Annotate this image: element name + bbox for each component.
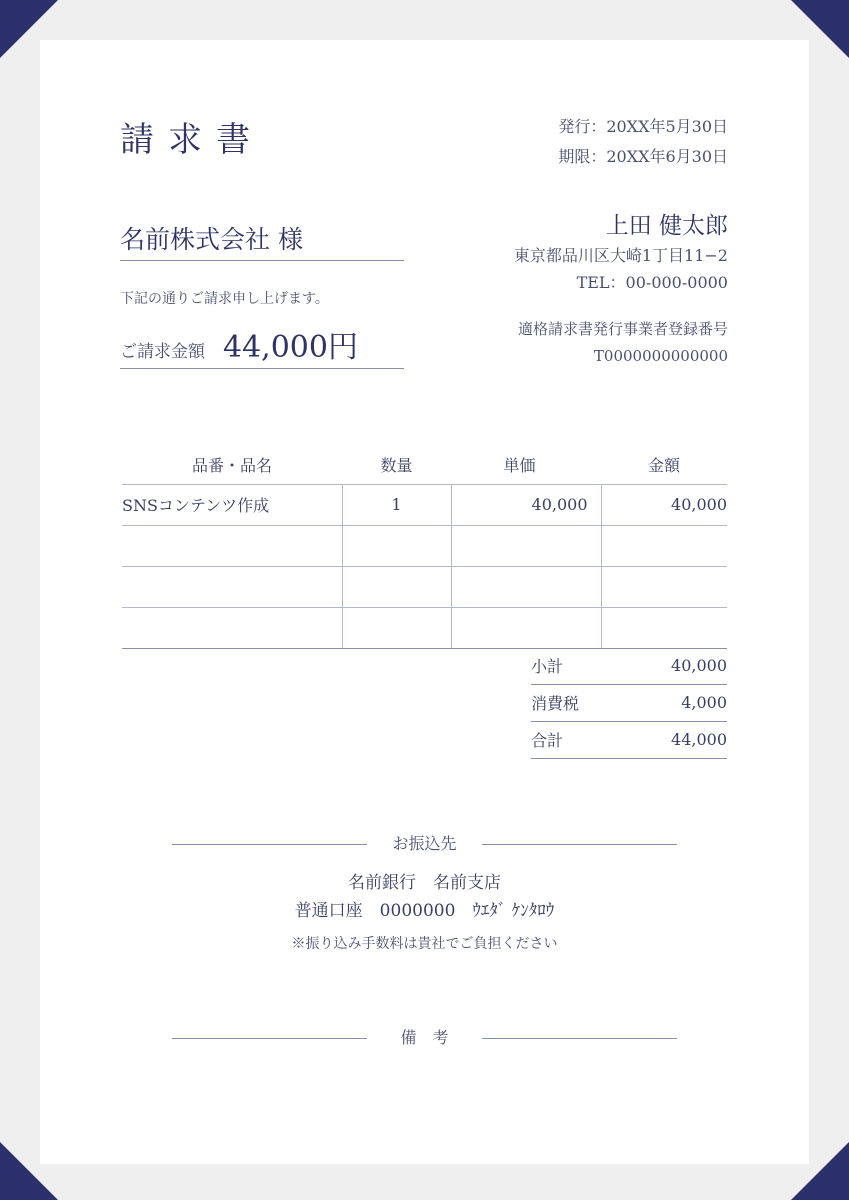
due-date: 期限：20XX年6月30日	[558, 147, 728, 166]
invoice-sheet	[40, 40, 809, 1164]
items-header-row	[122, 445, 727, 484]
header-quantity: 数量	[342, 445, 451, 484]
bank-account-line: 普通口座 0000000 ｳｴﾀﾞ ｹﾝﾀﾛｳ	[294, 901, 555, 921]
cell-amount	[601, 525, 727, 566]
total-value: 44,000	[621, 721, 727, 758]
divider	[482, 1038, 677, 1039]
table-row	[122, 607, 727, 648]
registration-number: T0000000000000	[593, 347, 728, 365]
cell-amount: 40,000	[601, 484, 727, 525]
divider	[172, 844, 367, 845]
subtotal-value: 40,000	[621, 647, 727, 684]
billing-note: 下記の通りご請求申し上げます。	[120, 291, 329, 307]
remarks-section-heading	[172, 1026, 677, 1050]
bank-name-line: 名前銀行 名前支店	[348, 873, 501, 893]
issuer-address: 東京都品川区大崎1丁目11−2	[513, 246, 728, 265]
total-label: 合計	[531, 721, 621, 758]
table-row	[122, 525, 727, 566]
cell-unit-price: 40,000	[451, 484, 601, 525]
cell-amount	[601, 607, 727, 648]
items-table	[122, 445, 727, 649]
invoice-title: 請求書	[120, 120, 264, 160]
header-unit-price: 単価	[451, 445, 601, 484]
total-row	[531, 721, 727, 758]
cell-unit-price	[451, 607, 601, 648]
registration-block	[518, 316, 728, 370]
billing-amount-row	[120, 322, 404, 369]
billing-amount-value: 44,000円	[223, 330, 358, 365]
billing-amount-label: ご請求金額	[120, 342, 205, 362]
client-name: 名前株式会社 様	[120, 220, 404, 261]
header-item-name: 品番・品名	[122, 445, 342, 484]
bank-fee-note: ※振り込み手数料は貴社でご負担ください	[291, 936, 558, 952]
divider	[482, 844, 677, 845]
cell-quantity	[342, 525, 451, 566]
registration-label: 適格請求書発行事業者登録番号	[517, 320, 728, 338]
cell-unit-price	[451, 566, 601, 607]
totals-table	[531, 647, 727, 759]
header-amount: 金額	[601, 445, 727, 484]
issuer-name: 上田 健太郎	[605, 213, 728, 239]
cell-quantity	[342, 566, 451, 607]
divider	[172, 1038, 367, 1039]
issuer-block	[514, 210, 728, 296]
cell-quantity: 1	[342, 484, 451, 525]
cell-item-name	[122, 525, 342, 566]
remarks-heading-text: 備 考	[400, 1028, 449, 1047]
cell-amount	[601, 566, 727, 607]
cell-item-name: SNSコンテンツ作成	[122, 484, 342, 525]
bank-heading-text: お振込先	[392, 834, 457, 853]
bank-section-heading	[172, 832, 677, 856]
cell-item-name	[122, 566, 342, 607]
cell-item-name	[122, 607, 342, 648]
date-block	[558, 112, 728, 172]
cell-quantity	[342, 607, 451, 648]
issue-date: 発行：20XX年5月30日	[558, 117, 728, 136]
subtotal-label: 小計	[531, 647, 621, 684]
table-row	[122, 484, 727, 525]
issuer-tel: TEL：00-000-0000	[576, 273, 728, 292]
cell-unit-price	[451, 525, 601, 566]
table-row	[122, 566, 727, 607]
tax-label: 消費税	[531, 684, 621, 721]
subtotal-row	[531, 647, 727, 684]
tax-row	[531, 684, 727, 721]
tax-value: 4,000	[621, 684, 727, 721]
